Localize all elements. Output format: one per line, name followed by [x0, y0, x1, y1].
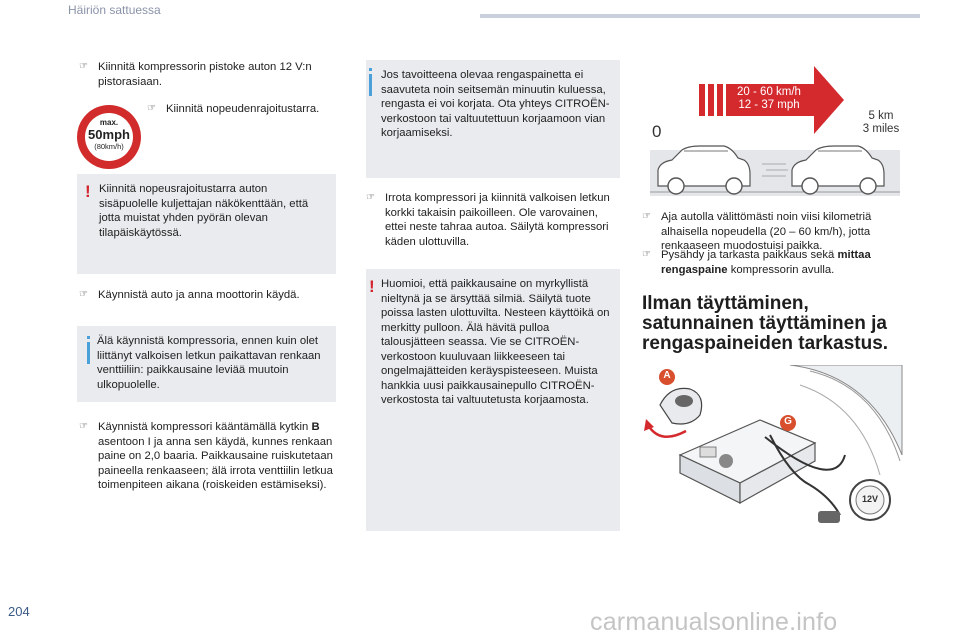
speed-limit-sign: [75, 103, 143, 171]
pointing-hand-icon: ☞: [366, 192, 375, 203]
distance-miles-label: 3 miles: [862, 123, 900, 135]
start-zero-label: 0: [652, 122, 662, 141]
socket-12v-label: 12V: [861, 494, 878, 504]
distance-km-label: 5 km: [868, 110, 894, 122]
label-g: G: [784, 416, 792, 427]
sign-top-text: max.: [99, 118, 119, 127]
info-box-hose: Älä käynnistä kompressoria, ennen kuin olet liittänyt valkoisen letkun paikattavan renkaan venttiiliin: paikkausaine leviää muutoin ulkopuolelle.: [77, 326, 336, 402]
bullet-attach-sticker: ☞ Kiinnitä nopeudenrajoitustarra.: [147, 103, 320, 115]
info-icon: [369, 74, 372, 96]
pointing-hand-icon: ☞: [79, 289, 88, 300]
sign-sub-text: (80km/h): [94, 142, 124, 151]
bullet-check-pressure: ☞ Pysähdy ja tarkasta paikkaus sekä mittaa rengaspaine kompressorin avulla.: [642, 249, 871, 276]
compressor-kit-illustration: [640, 365, 908, 535]
bullet-disconnect: ☞ Irrota kompressori ja kiinnitä valkoisen letkun korkki takaisin paikoilleen. Ole varovainen, ettei neste tahraa autoa. Säilytä kompressori käden ulottuvilla.: [366, 192, 610, 248]
pointing-hand-icon: ☞: [147, 103, 156, 114]
warning-box-sticker: ! Kiinnitä nopeusrajoitustarra auton sisäpuolelle kuljettajan näkökenttään, että jotta muistat yhden pyörän olevan tilapäiskäytössä.: [77, 174, 336, 274]
sign-main-text: 50mph: [88, 127, 130, 142]
pointing-hand-icon: ☞: [642, 249, 651, 260]
section-header: Häiriön sattuessa: [68, 3, 161, 17]
page-number: 204: [8, 604, 30, 619]
pointing-hand-icon: ☞: [642, 211, 651, 222]
info-box-pressure: Jos tavoitteena olevaa rengaspainetta ei saavuteta noin seitsemän minuutin kuluessa, rengasta ei voi korjata. Ota yhteys CITROËN-verkostoon tai valtuutettuun korjaamoon vian korjaamiseksi.: [366, 60, 620, 178]
driving-speed-figure: [640, 60, 910, 200]
info-icon: [87, 342, 90, 364]
header-bar: [480, 14, 920, 18]
exclamation-icon: !: [85, 182, 91, 201]
watermark: carmanualsonline.info: [590, 608, 838, 636]
pointing-hand-icon: ☞: [79, 61, 88, 72]
exclamation-icon: !: [369, 277, 375, 296]
section-title: Ilman täyttäminen, satunnainen täyttäminen ja rengaspaineiden tarkastus.: [642, 293, 889, 354]
bullet-run-compressor: ☞ Käynnistä kompressori kääntämällä kytkin B asentoon I ja anna sen käydä, kunnes renkaan paine on 2,0 baaria. Paikkausaine ruiskutetaan paineella renkaaseen; älä irrota venttiilin letkua toimenpiteen aikana (roiskeiden estämiseksi).: [79, 421, 333, 491]
bullet-start-engine: ☞ Käynnistä auto ja anna moottorin käydä.: [79, 289, 300, 301]
speed-mph-label: 12 - 37 mph: [738, 99, 800, 111]
pointing-hand-icon: ☞: [79, 421, 88, 432]
warning-box-toxic: ! Huomioi, että paikkausaine on myrkyllistä nieltynä ja se ärsyttää silmiä. Säilytä tuote poissa lasten ulottuvilta. Nesteen käyttöikä on merkitty pulloon. Älä hävitä pulloa talousjätteen seassa. Vie se CITROËN-verkostoon kuuluvaan liikkeeseen tai ongelmajätteiden keräyspisteeseen. Muista hankkia uusi paikkausainepullo CITROËN-verkostosta tai valtuutetusta korjaamosta.: [366, 269, 620, 531]
speed-kmh-label: 20 - 60 km/h: [737, 86, 801, 98]
label-a: A: [663, 370, 671, 381]
bullet-plug-compressor: ☞ Kiinnitä kompressorin pistoke auton 12 V:n pistorasiaan.: [79, 61, 312, 88]
bullet-drive: ☞ Aja autolla välittömästi noin viisi kilometriä alhaisella nopeudella (20 – 60 km/h), jotta renkaaseen muodostuisi paikka.: [642, 211, 872, 252]
